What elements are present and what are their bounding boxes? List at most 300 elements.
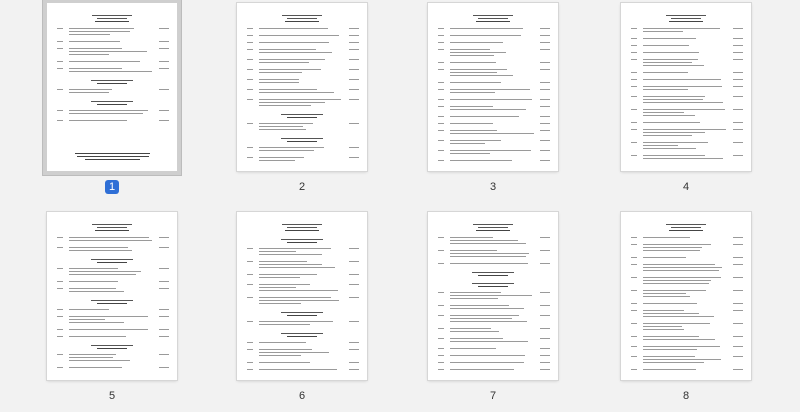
- text-line-placeholder: [450, 240, 518, 241]
- text-line-placeholder: [259, 321, 333, 322]
- text-line-placeholder: [643, 323, 710, 324]
- text-line-placeholder: [631, 155, 637, 156]
- text-line-placeholder: [247, 369, 253, 370]
- text-line-placeholder: [281, 333, 323, 334]
- text-line-placeholder: [643, 264, 715, 265]
- text-line-placeholder: [97, 83, 127, 84]
- text-line-placeholder: [438, 42, 444, 43]
- text-line-placeholder: [631, 336, 637, 337]
- text-line-placeholder: [643, 303, 697, 304]
- text-line-placeholder: [540, 355, 550, 356]
- text-line-placeholder: [631, 86, 637, 87]
- text-line-placeholder: [159, 41, 169, 42]
- text-line-placeholder: [643, 316, 714, 317]
- text-line-placeholder: [69, 274, 136, 275]
- text-line-placeholder: [643, 65, 704, 66]
- text-line-placeholder: [259, 28, 328, 29]
- text-line-placeholder: [438, 49, 444, 50]
- text-line-placeholder: [733, 109, 743, 110]
- text-line-placeholder: [69, 92, 109, 93]
- text-line-placeholder: [282, 224, 322, 225]
- text-line-placeholder: [643, 38, 696, 39]
- text-line-placeholder: [349, 147, 359, 148]
- text-line-placeholder: [438, 328, 444, 329]
- text-line-placeholder: [69, 113, 143, 114]
- text-line-placeholder: [438, 82, 444, 83]
- text-line-placeholder: [259, 52, 332, 53]
- text-line-placeholder: [450, 250, 497, 251]
- text-line-placeholder: [97, 227, 127, 228]
- text-line-placeholder: [643, 296, 690, 297]
- text-line-placeholder: [69, 34, 110, 35]
- text-line-placeholder: [643, 102, 723, 103]
- text-line-placeholder: [733, 28, 743, 29]
- text-line-placeholder: [450, 143, 485, 144]
- text-line-placeholder: [450, 318, 512, 319]
- text-line-placeholder: [450, 42, 503, 43]
- text-line-placeholder: [733, 122, 743, 123]
- text-line-placeholder: [733, 290, 743, 291]
- text-line-placeholder: [259, 102, 325, 103]
- text-line-placeholder: [281, 239, 323, 240]
- text-line-placeholder: [69, 250, 132, 251]
- text-line-placeholder: [247, 362, 253, 363]
- text-line-placeholder: [643, 244, 711, 245]
- text-line-placeholder: [57, 61, 63, 62]
- text-line-placeholder: [259, 99, 341, 100]
- text-line-placeholder: [631, 237, 637, 238]
- text-line-placeholder: [259, 290, 338, 291]
- text-line-placeholder: [69, 240, 152, 241]
- text-line-placeholder: [97, 348, 127, 349]
- text-line-placeholder: [631, 45, 637, 46]
- text-line-placeholder: [540, 263, 550, 264]
- text-line-placeholder: [450, 75, 513, 76]
- text-line-placeholder: [57, 247, 63, 248]
- text-line-placeholder: [259, 72, 302, 73]
- text-line-placeholder: [91, 259, 133, 260]
- text-line-placeholder: [450, 82, 501, 83]
- text-line-placeholder: [643, 283, 709, 284]
- text-line-placeholder: [643, 326, 682, 327]
- text-line-placeholder: [287, 336, 317, 337]
- text-line-placeholder: [631, 257, 637, 258]
- text-line-placeholder: [643, 142, 708, 143]
- text-line-placeholder: [540, 250, 550, 251]
- text-line-placeholder: [450, 348, 496, 349]
- text-line-placeholder: [69, 291, 124, 292]
- text-line-placeholder: [69, 54, 109, 55]
- text-line-placeholder: [450, 369, 514, 370]
- text-line-placeholder: [540, 123, 550, 124]
- text-line-placeholder: [643, 132, 705, 133]
- text-line-placeholder: [450, 338, 503, 339]
- text-line-placeholder: [540, 369, 550, 370]
- text-line-placeholder: [643, 349, 697, 350]
- page-preview: [47, 212, 177, 380]
- text-line-placeholder: [259, 248, 331, 249]
- text-line-placeholder: [450, 106, 493, 107]
- text-line-placeholder: [643, 310, 684, 311]
- text-line-placeholder: [450, 355, 525, 356]
- text-line-placeholder: [57, 329, 63, 330]
- text-line-placeholder: [259, 62, 309, 63]
- text-line-placeholder: [259, 35, 339, 36]
- text-line-placeholder: [733, 237, 743, 238]
- text-line-placeholder: [540, 348, 550, 349]
- text-line-placeholder: [478, 275, 508, 276]
- text-line-placeholder: [540, 305, 550, 306]
- text-line-placeholder: [247, 69, 253, 70]
- text-line-placeholder: [666, 224, 706, 225]
- text-line-placeholder: [540, 42, 550, 43]
- text-line-placeholder: [349, 349, 359, 350]
- text-line-placeholder: [540, 328, 550, 329]
- text-line-placeholder: [259, 297, 331, 298]
- text-line-placeholder: [450, 130, 497, 131]
- text-line-placeholder: [540, 106, 550, 107]
- text-line-placeholder: [631, 142, 637, 143]
- text-line-placeholder: [259, 254, 322, 255]
- text-line-placeholder: [159, 309, 169, 310]
- text-line-placeholder: [643, 293, 686, 294]
- text-line-placeholder: [287, 117, 317, 118]
- text-line-placeholder: [69, 71, 152, 72]
- text-line-placeholder: [643, 267, 722, 268]
- text-line-placeholder: [69, 309, 109, 310]
- text-line-placeholder: [91, 101, 133, 102]
- text-line-placeholder: [438, 348, 444, 349]
- text-line-placeholder: [159, 28, 169, 29]
- text-line-placeholder: [643, 155, 705, 156]
- text-line-placeholder: [97, 18, 127, 19]
- text-line-placeholder: [57, 281, 63, 282]
- text-line-placeholder: [349, 79, 359, 80]
- text-line-placeholder: [631, 369, 637, 370]
- text-line-placeholder: [450, 52, 506, 53]
- text-line-placeholder: [450, 243, 526, 244]
- text-line-placeholder: [643, 72, 688, 73]
- text-line-placeholder: [349, 157, 359, 158]
- text-line-placeholder: [450, 160, 512, 161]
- text-line-placeholder: [69, 68, 122, 69]
- text-line-placeholder: [159, 316, 169, 317]
- text-line-placeholder: [450, 237, 493, 238]
- text-line-placeholder: [450, 305, 509, 306]
- text-line-placeholder: [91, 345, 133, 346]
- text-line-placeholder: [733, 369, 743, 370]
- text-line-placeholder: [159, 120, 169, 121]
- page-number-label: 2: [298, 181, 306, 193]
- text-line-placeholder: [450, 140, 501, 141]
- text-line-placeholder: [450, 72, 497, 73]
- text-line-placeholder: [643, 28, 720, 29]
- text-line-placeholder: [281, 138, 323, 139]
- text-line-placeholder: [247, 248, 253, 249]
- text-line-placeholder: [438, 369, 444, 370]
- text-line-placeholder: [733, 336, 743, 337]
- text-line-placeholder: [450, 35, 521, 36]
- text-line-placeholder: [450, 298, 498, 299]
- page-preview: [47, 3, 177, 171]
- text-line-placeholder: [671, 227, 701, 228]
- text-line-placeholder: [733, 59, 743, 60]
- text-line-placeholder: [247, 123, 253, 124]
- text-line-placeholder: [631, 52, 637, 53]
- page-preview: [237, 3, 367, 171]
- text-line-placeholder: [473, 15, 513, 16]
- text-line-placeholder: [281, 312, 323, 313]
- text-line-placeholder: [247, 157, 253, 158]
- text-line-placeholder: [450, 315, 519, 316]
- text-line-placeholder: [69, 31, 130, 32]
- text-line-placeholder: [57, 268, 63, 269]
- text-line-placeholder: [349, 49, 359, 50]
- text-line-placeholder: [259, 274, 317, 275]
- text-line-placeholder: [733, 303, 743, 304]
- text-line-placeholder: [259, 277, 300, 278]
- text-line-placeholder: [540, 338, 550, 339]
- text-line-placeholder: [540, 99, 550, 100]
- text-line-placeholder: [159, 367, 169, 368]
- text-line-placeholder: [57, 28, 63, 29]
- text-line-placeholder: [643, 250, 700, 251]
- text-line-placeholder: [247, 49, 253, 50]
- text-line-placeholder: [643, 122, 700, 123]
- text-line-placeholder: [450, 321, 527, 322]
- text-line-placeholder: [540, 130, 550, 131]
- text-line-placeholder: [259, 349, 312, 350]
- page-preview: [237, 212, 367, 380]
- text-line-placeholder: [540, 237, 550, 238]
- text-line-placeholder: [450, 295, 532, 296]
- text-line-placeholder: [643, 270, 719, 271]
- page-preview: [428, 212, 558, 380]
- text-line-placeholder: [472, 272, 514, 273]
- text-line-placeholder: [159, 268, 169, 269]
- text-line-placeholder: [57, 68, 63, 69]
- text-line-placeholder: [159, 329, 169, 330]
- text-line-placeholder: [631, 129, 637, 130]
- text-line-placeholder: [349, 261, 359, 262]
- text-line-placeholder: [85, 159, 140, 160]
- text-line-placeholder: [247, 349, 253, 350]
- text-line-placeholder: [733, 257, 743, 258]
- text-line-placeholder: [450, 62, 496, 63]
- text-line-placeholder: [631, 310, 637, 311]
- text-line-placeholder: [450, 362, 524, 363]
- text-line-placeholder: [540, 150, 550, 151]
- text-line-placeholder: [69, 268, 118, 269]
- text-line-placeholder: [438, 99, 444, 100]
- text-line-placeholder: [282, 15, 322, 16]
- text-line-placeholder: [643, 62, 692, 63]
- text-line-placeholder: [69, 329, 148, 330]
- text-line-placeholder: [57, 316, 63, 317]
- text-line-placeholder: [95, 230, 129, 231]
- text-line-placeholder: [287, 141, 317, 142]
- text-line-placeholder: [643, 89, 688, 90]
- text-line-placeholder: [643, 96, 705, 97]
- text-line-placeholder: [643, 339, 715, 340]
- text-line-placeholder: [733, 52, 743, 53]
- text-line-placeholder: [643, 313, 699, 314]
- text-line-placeholder: [77, 156, 149, 157]
- text-line-placeholder: [450, 99, 532, 100]
- text-line-placeholder: [438, 250, 444, 251]
- text-line-placeholder: [159, 281, 169, 282]
- text-line-placeholder: [285, 21, 319, 22]
- text-line-placeholder: [438, 69, 444, 70]
- text-line-placeholder: [450, 109, 526, 110]
- page-number-label: 6: [298, 390, 306, 402]
- text-line-placeholder: [643, 359, 721, 360]
- text-line-placeholder: [349, 321, 359, 322]
- text-line-placeholder: [57, 367, 63, 368]
- text-line-placeholder: [259, 126, 303, 127]
- text-line-placeholder: [733, 244, 743, 245]
- text-line-placeholder: [259, 284, 310, 285]
- text-line-placeholder: [159, 68, 169, 69]
- text-line-placeholder: [643, 79, 721, 80]
- text-line-placeholder: [91, 80, 133, 81]
- text-line-placeholder: [159, 336, 169, 337]
- text-line-placeholder: [259, 160, 295, 161]
- text-line-placeholder: [643, 158, 723, 159]
- text-line-placeholder: [69, 281, 118, 282]
- page-number-label: 1: [105, 180, 119, 194]
- text-line-placeholder: [450, 263, 528, 264]
- text-line-placeholder: [450, 153, 490, 154]
- text-line-placeholder: [540, 62, 550, 63]
- text-line-placeholder: [159, 48, 169, 49]
- text-line-placeholder: [57, 48, 63, 49]
- text-line-placeholder: [631, 72, 637, 73]
- page-preview: [621, 212, 751, 380]
- text-line-placeholder: [247, 261, 253, 262]
- text-line-placeholder: [259, 261, 307, 262]
- text-line-placeholder: [643, 336, 699, 337]
- text-line-placeholder: [733, 346, 743, 347]
- text-line-placeholder: [733, 142, 743, 143]
- text-line-placeholder: [259, 69, 321, 70]
- text-line-placeholder: [438, 355, 444, 356]
- text-line-placeholder: [643, 145, 678, 146]
- text-line-placeholder: [450, 89, 530, 90]
- text-line-placeholder: [349, 99, 359, 100]
- text-line-placeholder: [69, 41, 120, 42]
- text-line-placeholder: [438, 106, 444, 107]
- text-line-placeholder: [450, 341, 528, 342]
- text-line-placeholder: [478, 227, 508, 228]
- text-line-placeholder: [643, 290, 706, 291]
- text-line-placeholder: [450, 28, 523, 29]
- text-line-placeholder: [540, 69, 550, 70]
- text-line-placeholder: [281, 114, 323, 115]
- text-line-placeholder: [540, 89, 550, 90]
- text-line-placeholder: [643, 247, 702, 248]
- text-line-placeholder: [69, 51, 147, 52]
- text-line-placeholder: [671, 18, 701, 19]
- text-line-placeholder: [540, 292, 550, 293]
- text-line-placeholder: [643, 99, 703, 100]
- text-line-placeholder: [540, 49, 550, 50]
- text-line-placeholder: [349, 297, 359, 298]
- text-line-placeholder: [733, 38, 743, 39]
- text-line-placeholder: [259, 267, 335, 268]
- text-line-placeholder: [259, 264, 322, 265]
- text-line-placeholder: [540, 82, 550, 83]
- text-line-placeholder: [450, 49, 490, 50]
- text-line-placeholder: [259, 355, 301, 356]
- text-line-placeholder: [259, 147, 324, 148]
- text-line-placeholder: [643, 135, 692, 136]
- text-line-placeholder: [476, 21, 510, 22]
- text-line-placeholder: [247, 342, 253, 343]
- text-line-placeholder: [438, 140, 444, 141]
- text-line-placeholder: [259, 362, 310, 363]
- text-line-placeholder: [438, 62, 444, 63]
- text-line-placeholder: [643, 112, 684, 113]
- text-line-placeholder: [643, 356, 695, 357]
- text-line-placeholder: [540, 160, 550, 161]
- text-line-placeholder: [349, 35, 359, 36]
- text-line-placeholder: [631, 323, 637, 324]
- text-line-placeholder: [259, 342, 306, 343]
- text-line-placeholder: [733, 96, 743, 97]
- text-line-placeholder: [95, 21, 129, 22]
- text-line-placeholder: [643, 369, 696, 370]
- text-line-placeholder: [247, 274, 253, 275]
- text-line-placeholder: [631, 59, 637, 60]
- text-line-placeholder: [259, 324, 310, 325]
- text-line-placeholder: [349, 42, 359, 43]
- text-line-placeholder: [643, 346, 720, 347]
- text-line-placeholder: [643, 129, 726, 130]
- text-line-placeholder: [57, 354, 63, 355]
- text-line-placeholder: [287, 315, 317, 316]
- text-line-placeholder: [259, 303, 301, 304]
- text-line-placeholder: [259, 123, 313, 124]
- text-line-placeholder: [159, 288, 169, 289]
- text-line-placeholder: [450, 55, 494, 56]
- text-line-placeholder: [476, 230, 510, 231]
- text-line-placeholder: [259, 300, 339, 301]
- text-line-placeholder: [75, 153, 150, 154]
- text-line-placeholder: [349, 369, 359, 370]
- text-line-placeholder: [247, 147, 253, 148]
- text-line-placeholder: [92, 224, 132, 225]
- text-line-placeholder: [69, 48, 122, 49]
- text-line-placeholder: [438, 28, 444, 29]
- text-line-placeholder: [247, 35, 253, 36]
- text-line-placeholder: [643, 31, 683, 32]
- text-line-placeholder: [69, 61, 140, 62]
- text-line-placeholder: [259, 49, 316, 50]
- page-number-label: 4: [682, 181, 690, 193]
- text-line-placeholder: [349, 69, 359, 70]
- text-line-placeholder: [247, 99, 253, 100]
- text-line-placeholder: [631, 79, 637, 80]
- text-line-placeholder: [643, 362, 704, 363]
- text-line-placeholder: [666, 15, 706, 16]
- text-line-placeholder: [540, 140, 550, 141]
- text-line-placeholder: [450, 328, 491, 329]
- text-line-placeholder: [259, 105, 311, 106]
- text-line-placeholder: [259, 287, 296, 288]
- text-line-placeholder: [631, 356, 637, 357]
- text-line-placeholder: [69, 271, 141, 272]
